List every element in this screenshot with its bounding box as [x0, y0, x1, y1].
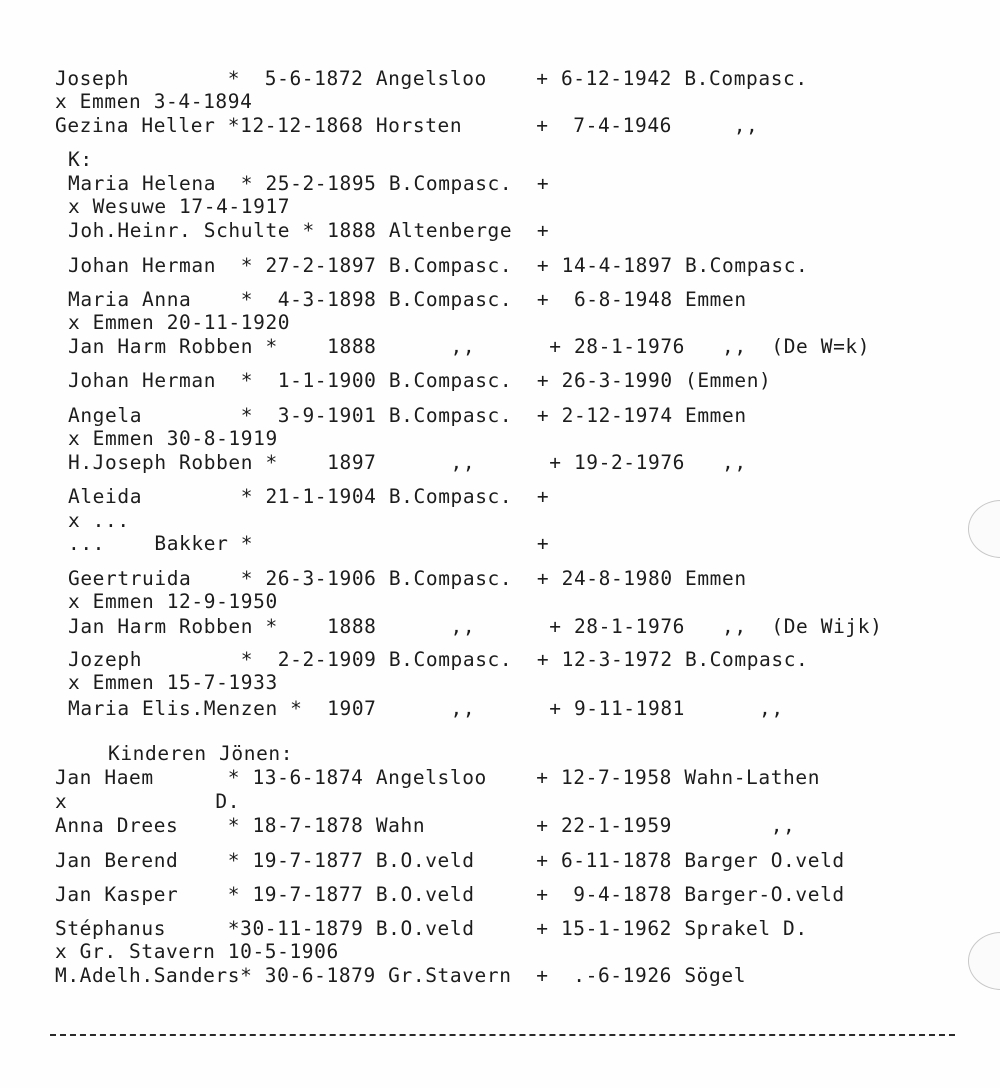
text-line: x Emmen 3-4-1894	[55, 90, 253, 113]
text-line: x Wesuwe 17-4-1917	[68, 195, 291, 218]
text-line: Jan Haem * 13-6-1874 Angelsloo + 12-7-1958 Wahn-Lathen	[55, 766, 821, 789]
text-line: x Emmen 15-7-1933	[68, 671, 278, 694]
text-line: Jan Harm Robben * 1888 ,, + 28-1-1976 ,, (De Wijk)	[68, 615, 883, 638]
text-line: M.Adelh.Sanders* 30-6-1879 Gr.Stavern + .-6-1926 Sögel	[55, 964, 747, 987]
text-line: Aleida * 21-1-1904 B.Compasc. +	[68, 485, 550, 508]
text-line: x Emmen 30-8-1919	[68, 427, 278, 450]
punch-hole	[968, 932, 1000, 990]
text-line: Johan Herman * 27-2-1897 B.Compasc. + 14-4-1897 B.Compasc.	[68, 254, 809, 277]
text-line: Stéphanus *30-11-1879 B.O.veld + 15-1-1962 Sprakel D.	[55, 917, 808, 940]
text-line: Maria Anna * 4-3-1898 B.Compasc. + 6-8-1948 Emmen	[68, 288, 747, 311]
text-line: Jan Kasper * 19-7-1877 B.O.veld + 9-4-1878 Barger-O.veld	[55, 883, 845, 906]
text-line: Maria Elis.Menzen * 1907 ,, + 9-11-1981 ,,	[68, 697, 784, 720]
text-line: Jozeph * 2-2-1909 B.Compasc. + 12-3-1972 B.Compasc.	[68, 648, 809, 671]
text-line: Gezina Heller *12-12-1868 Horsten + 7-4-1946 ,,	[55, 114, 759, 137]
text-line: Joseph * 5-6-1872 Angelsloo + 6-12-1942 B.Compasc.	[55, 67, 808, 90]
text-line: x Emmen 12-9-1950	[68, 590, 278, 613]
text-line: Joh.Heinr. Schulte * 1888 Altenberge +	[68, 219, 550, 242]
text-line: Anna Drees * 18-7-1878 Wahn + 22-1-1959 ,,	[55, 814, 796, 837]
text-line: x Gr. Stavern 10-5-1906	[55, 940, 339, 963]
dashed-separator	[50, 1034, 955, 1036]
text-line: K:	[68, 148, 93, 171]
text-line: x ...	[68, 509, 130, 532]
text-line: H.Joseph Robben * 1897 ,, + 19-2-1976 ,,	[68, 451, 747, 474]
text-line: x D.	[55, 790, 241, 813]
text-line: Johan Herman * 1-1-1900 B.Compasc. + 26-3-1990 (Emmen)	[68, 369, 772, 392]
text-line: x Emmen 20-11-1920	[68, 311, 291, 334]
text-line: Geertruida * 26-3-1906 B.Compasc. + 24-8-1980 Emmen	[68, 567, 747, 590]
text-line: Angela * 3-9-1901 B.Compasc. + 2-12-1974 Emmen	[68, 404, 747, 427]
text-line: ... Bakker * +	[68, 532, 550, 555]
punch-hole	[968, 500, 1000, 558]
text-line: Jan Harm Robben * 1888 ,, + 28-1-1976 ,, (De W=k)	[68, 335, 871, 358]
text-line: Maria Helena * 25-2-1895 B.Compasc. +	[68, 172, 550, 195]
text-line: Jan Berend * 19-7-1877 B.O.veld + 6-11-1878 Barger O.veld	[55, 849, 845, 872]
section-heading: Kinderen Jönen:	[108, 742, 294, 765]
